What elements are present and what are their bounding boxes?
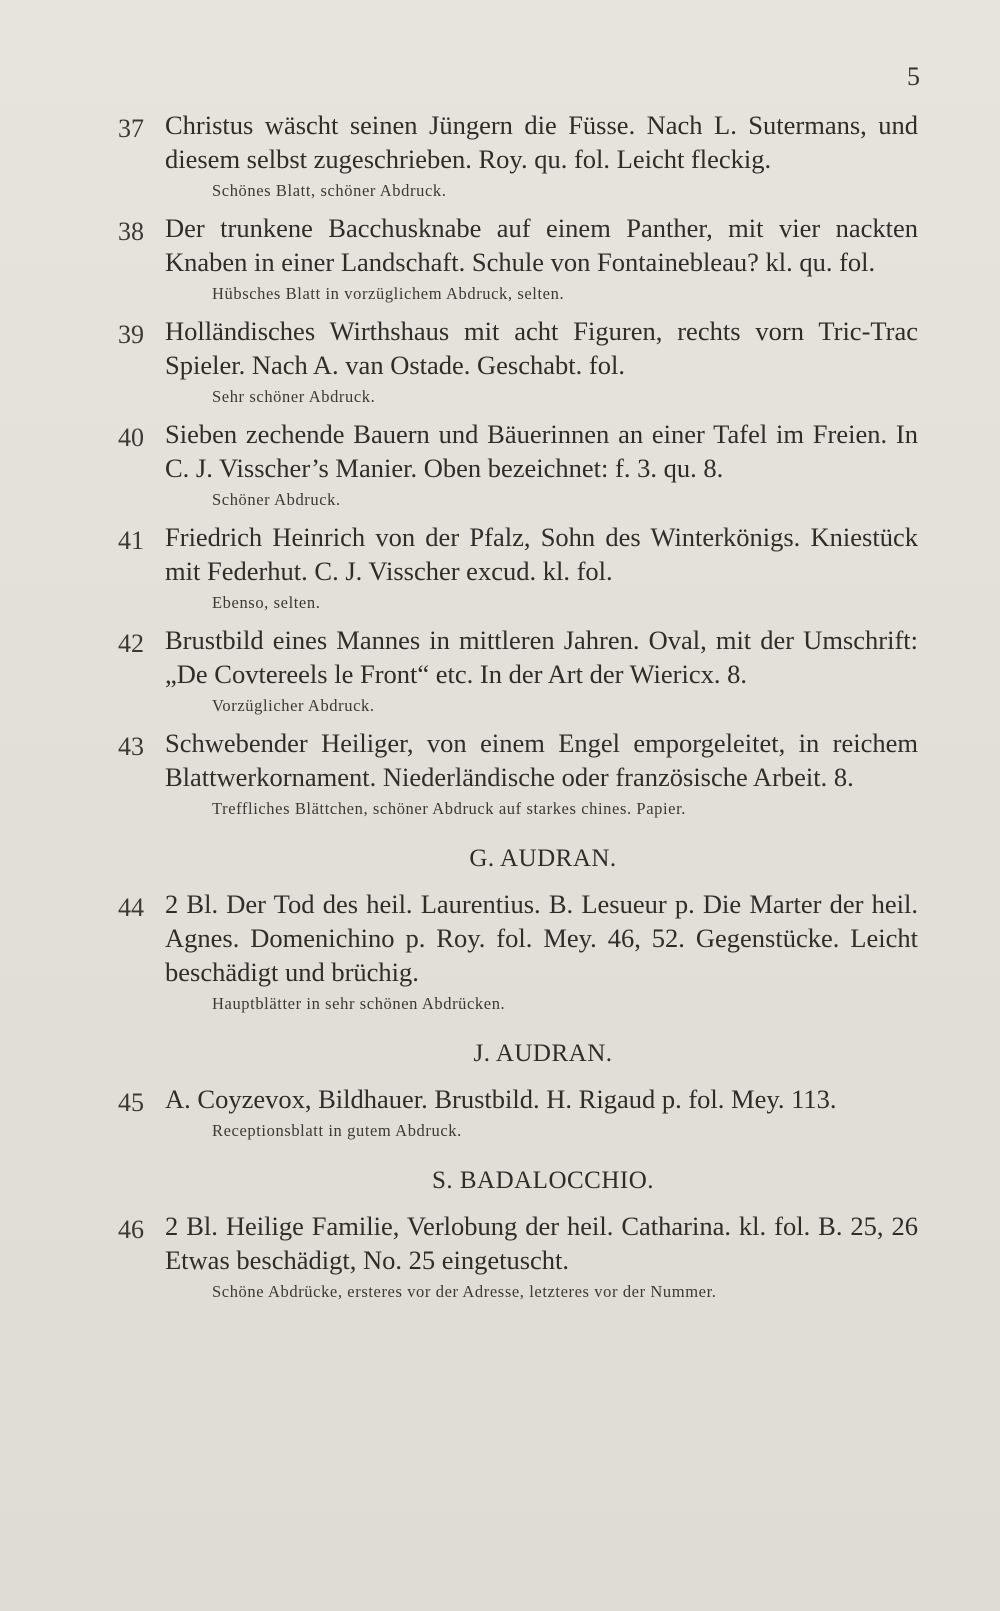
entry-note: Schöne Abdrücke, ersteres vor der Adresse, letzteres vor der Nummer. — [212, 1282, 717, 1301]
entry-number: 46 — [118, 1215, 144, 1244]
catalog-entry-38 — [118, 211, 918, 306]
catalog-entry-46 — [118, 1209, 918, 1304]
entry-number: 38 — [118, 217, 144, 246]
section-heading-g-audran: G. AUDRAN. — [469, 845, 617, 872]
entry-description: Holländisches Wirthshaus mit acht Figuren, rechts vorn Tric-Trac Spieler. Nach A. van Ostade. Geschabt. fol. — [165, 316, 918, 380]
section-heading-badalocchio: S. BADALOCCHIO. — [431, 1167, 655, 1194]
entry-description: Christus wäscht seinen Jüngern die Füsse. Nach L. Sutermans, und diesem selbst zugeschrieben. Roy. qu. fol. Leicht fleckig. — [165, 110, 918, 174]
entry-note: Schöner Abdruck. — [212, 490, 341, 509]
entry-note: Treffliches Blättchen, schöner Abdruck auf starkes chines. Papier. — [212, 799, 686, 818]
entry-note: Receptionsblatt in gutem Abdruck. — [212, 1121, 462, 1140]
entry-description: 2 Bl. Heilige Familie, Verlobung der heil. Catharina. kl. fol. B. 25, 26 Etwas beschädigt, No. 25 eingetuscht. — [165, 1211, 918, 1275]
entry-number: 42 — [118, 629, 144, 658]
catalog-entry-41 — [118, 520, 918, 615]
catalog-entry-37 — [118, 108, 918, 203]
entry-description: Der trunkene Bacchusknabe auf einem Panther, mit vier nackten Knaben in einer Landschaft. Schule von Fontainebleau? kl. qu. fol. — [165, 213, 918, 277]
entry-note: Hübsches Blatt in vorzüglichem Abdruck, selten. — [212, 284, 565, 303]
entry-description: Friedrich Heinrich von der Pfalz, Sohn des Winterkönigs. Kniestück mit Federhut. C. J. Visscher excud. kl. fol. — [165, 522, 918, 586]
entry-note: Hauptblätter in sehr schönen Abdrücken. — [212, 994, 506, 1013]
entry-number: 40 — [118, 423, 144, 452]
section-heading-j-audran: J. AUDRAN. — [473, 1040, 613, 1067]
entry-note: Schönes Blatt, schöner Abdruck. — [212, 181, 447, 200]
entry-number: 43 — [118, 732, 144, 761]
catalog-entry-42 — [118, 623, 918, 718]
catalog-entry-44 — [118, 887, 918, 1016]
entry-number: 39 — [118, 320, 144, 349]
entry-number: 41 — [118, 526, 144, 555]
entry-description: Schwebender Heiliger, von einem Engel emporgeleitet, in reichem Blattwerkornament. Niederländische oder französische Arbeit. 8. — [165, 728, 918, 792]
entry-number: 45 — [118, 1088, 144, 1117]
entry-note: Sehr schöner Abdruck. — [212, 387, 376, 406]
entry-number: 44 — [118, 893, 144, 922]
page-number: 5 — [907, 62, 920, 91]
entry-note: Vorzüglicher Abdruck. — [212, 696, 375, 715]
entry-note: Ebenso, selten. — [212, 593, 321, 612]
entry-description: Brustbild eines Mannes in mittleren Jahren. Oval, mit der Umschrift: „De Covtereels le Front“ etc. In der Art der Wiericx. 8. — [165, 625, 918, 689]
catalog-entry-43 — [118, 726, 918, 821]
catalog-entry-40 — [118, 417, 918, 512]
entry-number: 37 — [118, 114, 144, 143]
entry-description: 2 Bl. Der Tod des heil. Laurentius. B. Lesueur p. Die Marter der heil. Agnes. Domenichino p. Roy. fol. Mey. 46, 52. Gegenstücke. Leicht beschädigt und brüchig. — [165, 889, 918, 987]
catalog-content — [118, 108, 918, 1312]
entry-description: Sieben zechende Bauern und Bäuerinnen an einer Tafel im Freien. In C. J. Visscher’s Manier. Oben bezeichnet: f. 3. qu. 8. — [165, 419, 918, 483]
entry-description: A. Coyzevox, Bildhauer. Brustbild. H. Rigaud p. fol. Mey. 113. — [165, 1084, 837, 1114]
catalog-entry-45 — [118, 1082, 918, 1143]
catalog-entry-39 — [118, 314, 918, 409]
